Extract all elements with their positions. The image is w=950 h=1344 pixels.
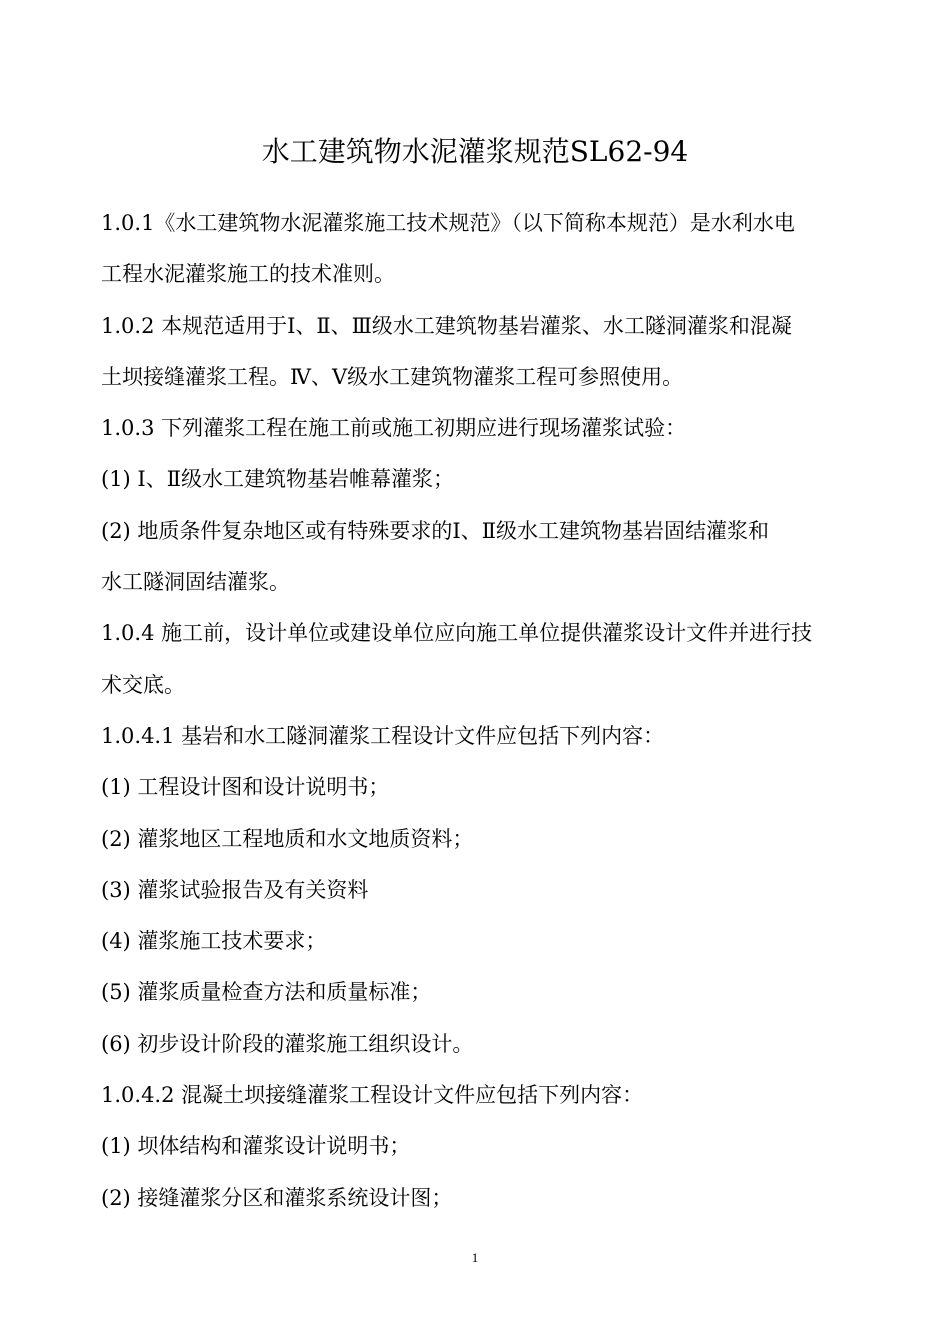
text-line: 1.0.1《水工建筑物水泥灌浆施工技术规范》（以下简称本规范）是水利水电	[101, 211, 795, 235]
text-line: 水工隧洞固结灌浆。	[101, 570, 290, 595]
document-body	[101, 198, 861, 1224]
text-line: 1.0.3 下列灌浆工程在施工前或施工初期应进行现场灌浆试验：	[101, 416, 687, 441]
text-line: (2) 地质条件复杂地区或有特殊要求的Ⅰ、Ⅱ级水工建筑物基岩固结灌浆和	[101, 518, 769, 543]
text-line: 1.0.4.1 基岩和水工隧洞灌浆工程设计文件应包括下列内容：	[101, 723, 665, 748]
text-line: 1.0.2 本规范适用于Ⅰ、Ⅱ、Ⅲ级水工建筑物基岩灌浆、水工隧洞灌浆和混凝	[101, 313, 792, 338]
text-line: (3) 灌浆试验报告及有关资料	[101, 877, 369, 902]
text-line: 术交底。	[101, 672, 185, 697]
text-line: (2) 灌浆地区工程地质和水文地质资料；	[101, 826, 474, 851]
document-title: 水工建筑物水泥灌浆规范SL62-94	[261, 135, 689, 168]
text-line: (1) Ⅰ、Ⅱ级水工建筑物基岩帷幕灌浆；	[101, 467, 454, 492]
text-line: 土坝接缝灌浆工程。Ⅳ、Ⅴ级水工建筑物灌浆工程可参照使用。	[101, 364, 684, 389]
page-number: 1	[471, 1250, 479, 1265]
text-line: (5) 灌浆质量检查方法和质量标准；	[101, 980, 432, 1005]
text-line: (1) 工程设计图和设计说明书；	[101, 775, 390, 800]
text-line: (4) 灌浆施工技术要求；	[101, 929, 327, 954]
text-line: (1) 坝体结构和灌浆设计说明书；	[101, 1134, 411, 1159]
text-line: 工程水泥灌浆施工的技术准则。	[101, 262, 395, 287]
text-line: (2) 接缝灌浆分区和灌浆系统设计图；	[101, 1185, 453, 1210]
text-line: 1.0.4 施工前，设计单位或建设单位应向施工单位提供灌浆设计文件并进行技	[101, 621, 813, 646]
text-line: (6) 初步设计阶段的灌浆施工组织设计。	[101, 1031, 474, 1056]
text-line: 1.0.4.2 混凝土坝接缝灌浆工程设计文件应包括下列内容：	[101, 1083, 644, 1108]
